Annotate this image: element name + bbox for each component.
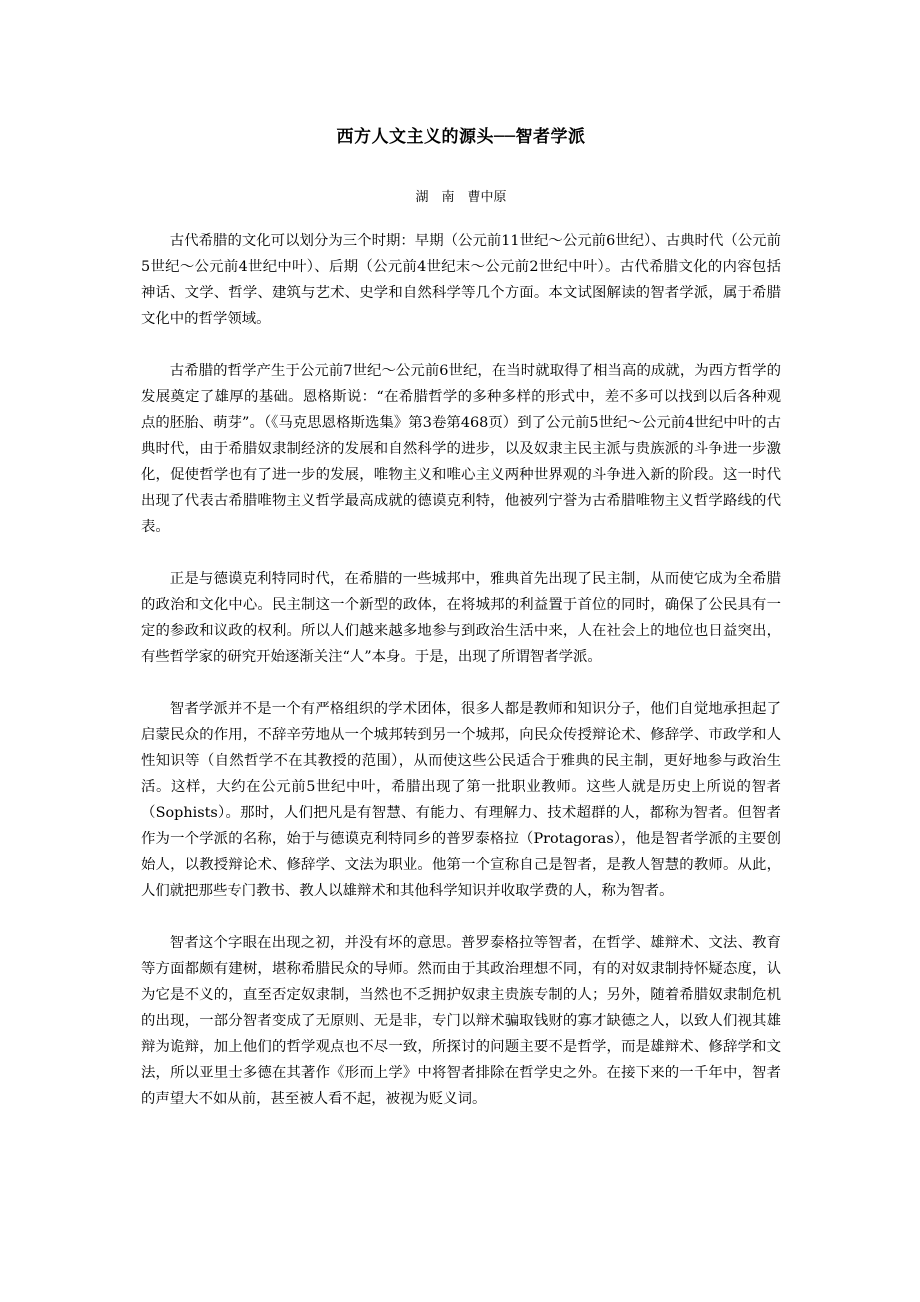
- paragraph-2: 古希腊的哲学产生于公元前7世纪～公元前6世纪，在当时就取得了相当高的成就，为西方哲学的发展奠定了雄厚的基础。恩格斯说：“在希腊哲学的多种多样的形式中，差不多可以找到以后各种观点的胚胎、萌芽”。（《马克思恩格斯选集》第3卷第468页）到了公元前5世纪～公元前4世纪中叶的古典时代，由于希腊奴隶制经济的发展和自然科学的进步，以及奴隶主民主派与贵族派的斗争进一步激化，促使哲学也有了进一步的发展，唯物主义和唯心主义两种世界观的斗争进入新的阶段。这一时代出现了代表古希腊唯物主义哲学最高成就的德谟克利特，他被列宁誉为古希腊唯物主义哲学路线的代表。: [141, 363, 781, 535]
- paragraph-1: 古代希腊的文化可以划分为三个时期：早期（公元前11世纪～公元前6世纪）、古典时代（公元前5世纪～公元前4世纪中叶）、后期（公元前4世纪末～公元前2世纪中叶）。古代希腊文化的内容包括神话、文学、哲学、建筑与艺术、史学和自然科学等几个方面。本文试图解读的智者学派，属于希腊文化中的哲学领域。: [141, 233, 781, 327]
- paragraph-3: 正是与德谟克利特同时代，在希腊的一些城邦中，雅典首先出现了民主制，从而使它成为全希腊的政治和文化中心。民主制这一个新型的政体，在将城邦的利益置于首位的同时，确保了公民具有一定的参政和议政的权利。所以人们越来越多地参与到政治生活中来，人在社会上的地位也日益突出，有些哲学家的研究开始逐渐关注“人”本身。于是，出现了所谓智者学派。: [141, 571, 781, 665]
- document-title: 西方人文主义的源头──智者学派: [336, 127, 586, 147]
- paragraph-5: 智者这个字眼在出现之初，并没有坏的意思。普罗泰格拉等智者，在哲学、雄辩术、文法、教育等方面都颇有建树，堪称希腊民众的导师。然而由于其政治理想不同，有的对奴隶制持怀疑态度，认为它是不义的，直至否定奴隶制，当然也不乏拥护奴隶主贵族专制的人；另外，随着希腊奴隶制危机的出现，一部分智者变成了无原则、无是非，专门以辩术骗取钱财的寡才缺德之人，以致人们视其雄辩为诡辩，加上他们的哲学观点也不尽一致，所探讨的问题主要不是哲学，而是雄辩术、修辞学和文法，所以亚里士多德在其著作《形而上学》中将智者排除在哲学史之外。在接下来的一千年中，智者的声望大不如从前，甚至被人看不起，被视为贬义词。: [141, 935, 781, 1107]
- document-page: [141, 124, 781, 1112]
- author-line: 湖 南 曹中原: [415, 190, 507, 205]
- paragraph-4: 智者学派并不是一个有严格组织的学术团体，很多人都是教师和知识分子，他们自觉地承担起了启蒙民众的作用，不辞辛劳地从一个城邦转到另一个城邦，向民众传授辩论术、修辞学、市政学和人性知识等（自然哲学不在其教授的范围），从而使这些公民适合于雅典的民主制，更好地参与政治生活。这样，大约在公元前5世纪中叶，希腊出现了第一批职业教师。这些人就是历史上所说的智者（Sophists）。那时，人们把凡是有智慧、有能力、有理解力、技术超群的人，都称为智者。但智者作为一个学派的名称，始于与德谟克利特同乡的普罗泰格拉（Protagoras），他是智者学派的主要创始人，以教授辩论术、修辞学、文法为职业。他第一个宣称自己是智者，是教人智慧的教师。从此，人们就把那些专门教书、教人以雄辩术和其他科学知识并收取学费的人，称为智者。: [141, 701, 781, 899]
